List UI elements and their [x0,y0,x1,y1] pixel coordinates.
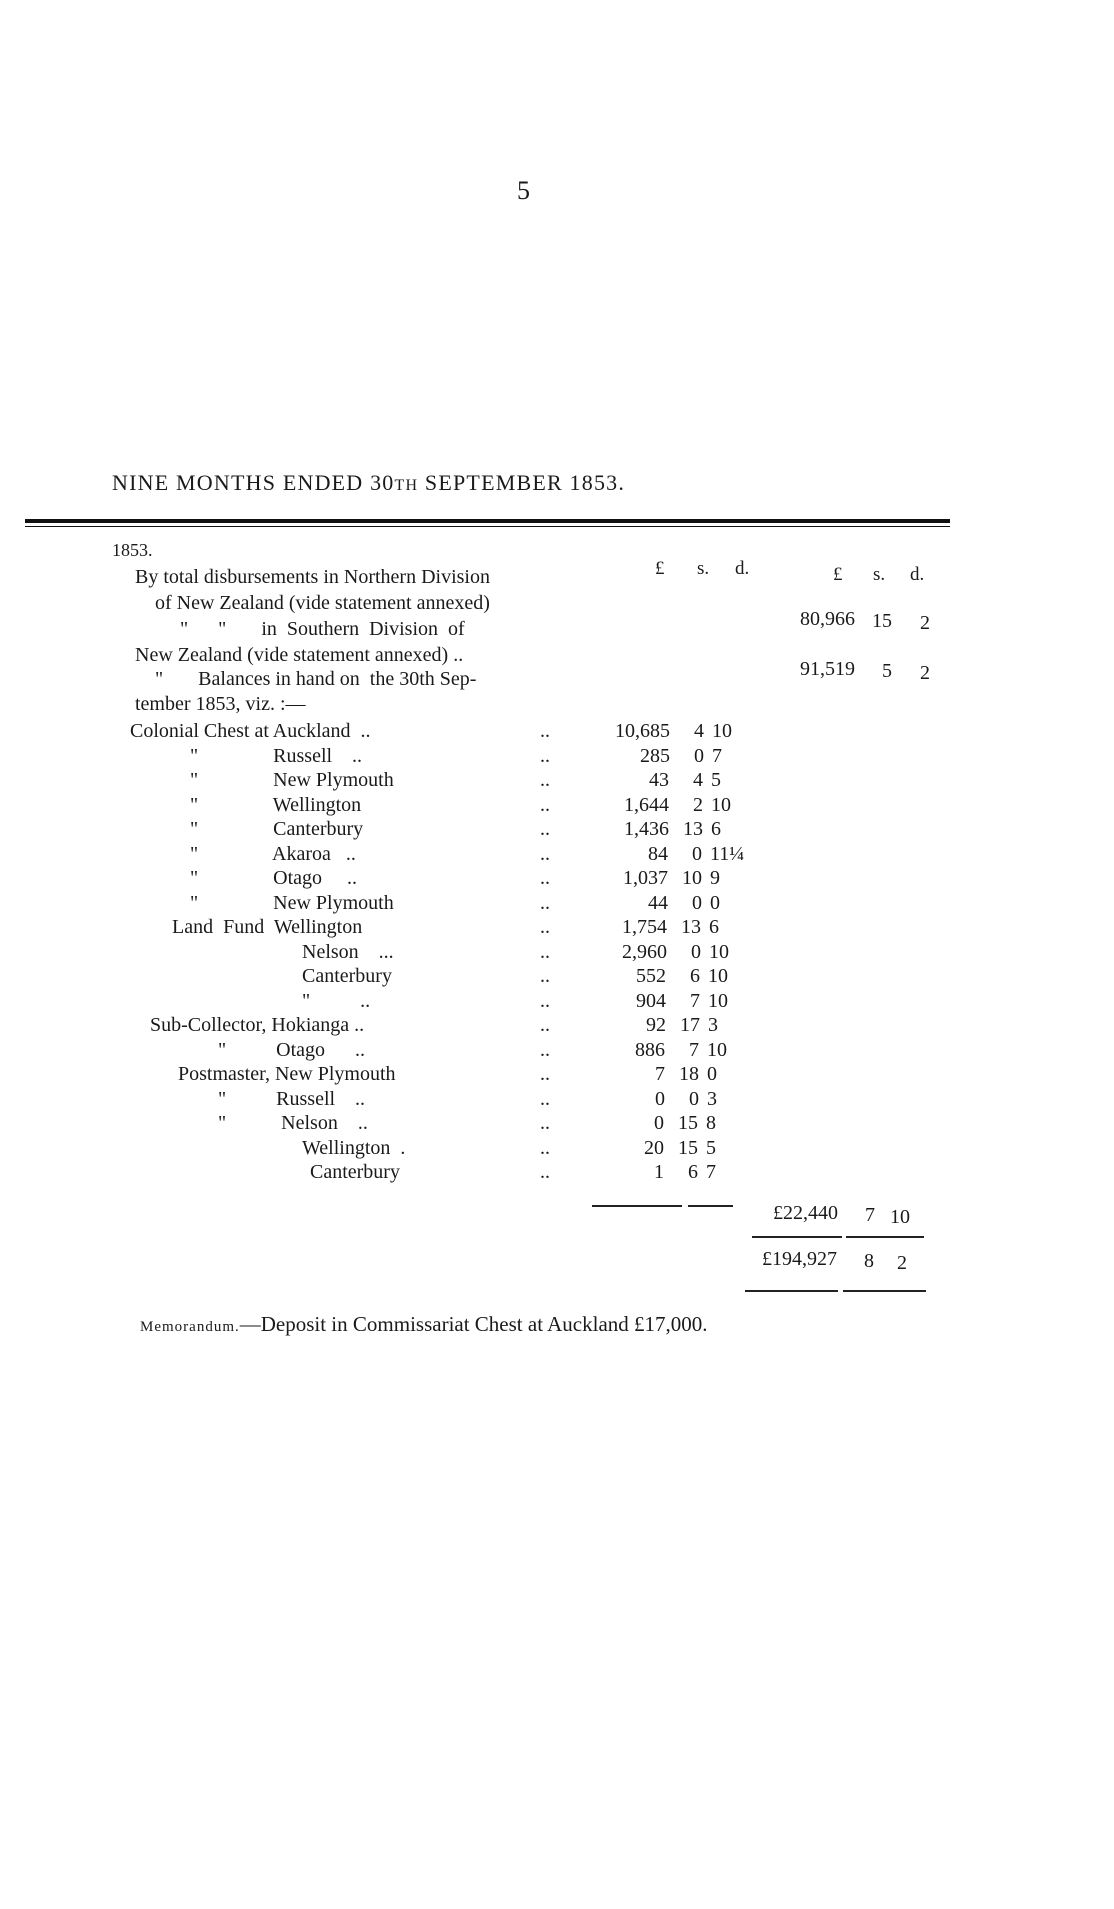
balance-leader-dots: .. [540,916,550,938]
balance-shillings: 4 [694,720,704,742]
balance-pounds: 0 [655,1088,665,1110]
balance-pounds: 20 [644,1137,664,1159]
balance-shillings: 0 [692,843,702,865]
heading-suffix: SEPTEMBER 1853. [418,470,626,495]
balance-label: Canterbury [302,965,392,987]
balance-pounds: 7 [655,1063,665,1085]
balance-pounds: 1,436 [624,818,669,840]
balance-shillings: 0 [691,941,701,963]
balance-pence: 8 [706,1112,716,1134]
balance-pence: 10 [707,1039,727,1061]
balance-leader-dots: .. [540,965,550,987]
balance-shillings: 0 [692,892,702,914]
southern-pounds: 91,519 [800,658,855,680]
balance-label: " Russell .. [218,1088,366,1110]
outer-pence-header: d. [910,564,925,585]
year-label: 1853. [112,540,153,560]
balance-pounds: 1,644 [624,794,669,816]
balance-pence: 3 [707,1088,717,1110]
subtotal-rule-pounds [592,1205,682,1207]
balance-pence: 0 [710,892,720,914]
balance-pence: 10 [708,965,728,987]
balance-pounds: 886 [635,1039,665,1061]
balance-pence: 10 [711,794,731,816]
balance-shillings: 18 [679,1063,699,1085]
balance-shillings: 15 [678,1137,698,1159]
balance-leader-dots: .. [540,843,550,865]
intro-line-6: tember 1853, viz. :— [135,693,306,715]
balance-leader-dots: .. [540,1039,550,1061]
intro-line-3: " " in Southern Division of [180,618,465,640]
balance-pence: 3 [708,1014,718,1036]
intro-line-1: By total disbursements in Northern Division [135,566,490,588]
balance-pounds: 43 [649,769,669,791]
balance-shillings: 0 [689,1088,699,1110]
balance-shillings: 7 [689,1039,699,1061]
balance-pence: 7 [712,745,722,767]
balance-pence: 10 [708,990,728,1012]
balance-pounds: 552 [636,965,666,987]
balance-leader-dots: .. [540,794,550,816]
northern-pence: 2 [920,612,930,634]
balance-shillings: 2 [693,794,703,816]
balance-pence: 11¼ [710,843,745,865]
balance-leader-dots: .. [540,769,550,791]
balance-label: " Akaroa .. [190,843,356,865]
grand-total-pounds: £194,927 [762,1248,837,1270]
balance-leader-dots: .. [540,745,550,767]
inner-pence-header: d. [735,558,750,579]
balance-pence: 6 [709,916,719,938]
grand-total-pence: 2 [897,1252,907,1274]
balances-total-pounds: £22,440 [773,1202,838,1224]
memorandum-label: Memorandum. [140,1319,240,1335]
grand-rule-sd-bottom [843,1290,926,1292]
balance-leader-dots: .. [540,1088,550,1110]
balance-label: Land Fund Wellington [172,916,363,938]
outer-shillings-header: s. [873,564,886,585]
southern-shillings: 5 [882,660,892,682]
balance-label: " .. [302,990,371,1012]
balance-label: " New Plymouth [190,892,394,914]
heading-rule-thick [25,519,950,523]
balance-leader-dots: .. [540,941,550,963]
grand-total-shillings: 8 [864,1250,874,1272]
balance-label: Wellington . [302,1137,406,1159]
balance-leader-dots: .. [540,892,550,914]
balance-shillings: 15 [678,1112,698,1134]
balance-label: Canterbury [310,1161,400,1183]
balance-shillings: 4 [693,769,703,791]
memorandum-text: —Deposit in Commissariat Chest at Auckland £17,000. [239,1312,708,1336]
balance-leader-dots: .. [540,818,550,840]
balance-pounds: 1 [654,1161,664,1183]
memorandum [140,1312,708,1337]
balance-label: " Wellington [190,794,362,816]
balance-shillings: 17 [680,1014,700,1036]
balance-label: " Russell .. [190,745,363,767]
inner-pounds-header: £ [655,558,665,579]
balance-pounds: 1,037 [623,867,668,889]
balance-shillings: 13 [681,916,701,938]
balance-leader-dots: .. [540,1014,550,1036]
balance-leader-dots: .. [540,1137,550,1159]
balance-pounds: 10,685 [615,720,670,742]
balance-pence: 5 [706,1137,716,1159]
balance-label: Nelson ... [302,941,394,963]
balances-total-pence: 10 [890,1206,910,1228]
outer-pounds-header: £ [833,564,843,585]
balance-shillings: 0 [694,745,704,767]
balance-pence: 10 [712,720,732,742]
northern-shillings: 15 [872,610,892,632]
southern-pence: 2 [920,662,930,684]
balance-pounds: 2,960 [622,941,667,963]
balance-shillings: 6 [690,965,700,987]
heading-rule-thin [25,526,950,527]
northern-pounds: 80,966 [800,608,855,630]
balance-leader-dots: .. [540,1112,550,1134]
intro-line-2: of New Zealand (vide statement annexed) [155,592,490,614]
grand-rule-pounds-bottom [745,1290,838,1292]
heading-prefix: NINE MONTHS ENDED 30 [112,470,395,495]
balance-pence: 9 [710,867,720,889]
balance-label: " Nelson .. [218,1112,368,1134]
intro-line-5: " Balances in hand on the 30th Sep- [155,668,477,690]
subtotal-rule-sd [688,1205,733,1207]
balance-label: " New Plymouth [190,769,394,791]
balances-total-shillings: 7 [865,1204,875,1226]
balance-pounds: 44 [648,892,668,914]
grand-rule-pounds-top [752,1236,842,1238]
inner-shillings-header: s. [697,558,710,579]
balance-label: " Canterbury [190,818,364,840]
balance-pence: 6 [711,818,721,840]
balance-leader-dots: .. [540,1161,550,1183]
intro-line-4: New Zealand (vide statement annexed) .. [135,644,464,666]
balance-pounds: 904 [636,990,666,1012]
balance-pounds: 0 [654,1112,664,1134]
balance-shillings: 7 [690,990,700,1012]
balance-pounds: 285 [640,745,670,767]
balance-pence: 10 [709,941,729,963]
balance-label: " Otago .. [190,867,358,889]
balance-leader-dots: .. [540,990,550,1012]
balance-pence: 0 [707,1063,717,1085]
heading-ordinal: TH [394,477,419,494]
balance-leader-dots: .. [540,720,550,742]
balance-pounds: 1,754 [622,916,667,938]
balance-label: " Otago .. [218,1039,366,1061]
balance-shillings: 6 [688,1161,698,1183]
balance-pence: 7 [706,1161,716,1183]
balance-label: Postmaster, New Plymouth [178,1063,396,1085]
grand-rule-sd-top [846,1236,924,1238]
balance-pence: 5 [711,769,721,791]
balance-shillings: 13 [683,818,703,840]
balance-label: Sub-Collector, Hokianga .. [150,1014,365,1036]
balance-leader-dots: .. [540,867,550,889]
page-heading [112,470,625,496]
balance-leader-dots: .. [540,1063,550,1085]
balance-label: Colonial Chest at Auckland .. [130,720,371,742]
balance-pounds: 92 [646,1014,666,1036]
page-number: 5 [517,176,530,205]
balance-pounds: 84 [648,843,668,865]
balance-shillings: 10 [682,867,702,889]
